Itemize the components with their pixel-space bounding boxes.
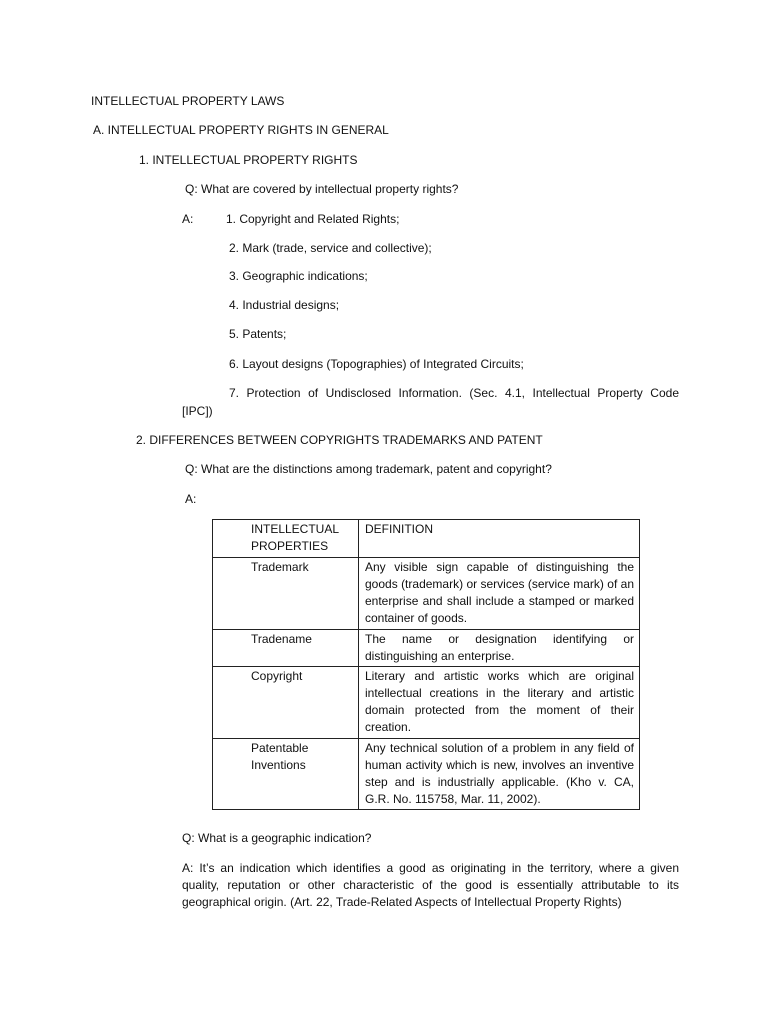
list-item: 7. Protection of Undisclosed Information. (Sec. 4.1, Intellectual Property Code bbox=[229, 386, 679, 400]
column-header: INTELLECTUAL PROPERTIES bbox=[213, 520, 359, 558]
ip-definitions-table bbox=[212, 519, 640, 810]
list-item: 6. Layout designs (Topographies) of Integrated Circuits; bbox=[229, 357, 524, 371]
table-row bbox=[213, 630, 640, 667]
question-geographic-indication: Q: What is a geographic indication? bbox=[182, 831, 372, 845]
list-item: 4. Industrial designs; bbox=[229, 298, 340, 312]
question-distinctions: Q: What are the distinctions among trademark, patent and copyright? bbox=[185, 462, 552, 476]
subsection-2-heading: 2. DIFFERENCES BETWEEN COPYRIGHTS TRADEMARKS AND PATENT bbox=[136, 433, 543, 447]
table-row bbox=[213, 558, 640, 630]
list-item-continuation: [IPC]) bbox=[182, 404, 213, 418]
table-cell-term: Patentable Inventions bbox=[213, 739, 359, 810]
table-cell-definition: Any visible sign capable of distinguishing the goods (trademark) or services (service mark) of an enterprise and shall include a stamped or marked container of goods. bbox=[359, 558, 640, 630]
list-item: 2. Mark (trade, service and collective); bbox=[229, 241, 432, 255]
table-cell-term: Trademark bbox=[213, 558, 359, 630]
question-ip-coverage: Q: What are covered by intellectual property rights? bbox=[185, 182, 459, 196]
table-cell-definition: Any technical solution of a problem in any field of human activity which is new, involves an inventive step and is industrially applicable. (Kho v. CA, G.R. No. 115758, Mar. 11, 2002). bbox=[359, 739, 640, 810]
list-item: 5. Patents; bbox=[229, 327, 287, 341]
subsection-1-heading: 1. INTELLECTUAL PROPERTY RIGHTS bbox=[139, 153, 358, 167]
section-a-heading: A. INTELLECTUAL PROPERTY RIGHTS IN GENERAL bbox=[93, 123, 389, 137]
document-title: INTELLECTUAL PROPERTY LAWS bbox=[91, 94, 285, 108]
list-item: 3. Geographic indications; bbox=[229, 269, 368, 283]
table-cell-definition: Literary and artistic works which are original intellectual creations in the literary and artistic domain protected from the moment of their creation. bbox=[359, 667, 640, 739]
table-row bbox=[213, 667, 640, 739]
answer-label: A: bbox=[185, 492, 197, 506]
list-item: 1. Copyright and Related Rights; bbox=[226, 212, 400, 226]
table-cell-term: Tradename bbox=[213, 630, 359, 667]
answer-label: A: bbox=[182, 212, 194, 226]
table-row bbox=[213, 739, 640, 810]
table-header-row bbox=[213, 520, 640, 558]
column-header: DEFINITION bbox=[359, 520, 640, 558]
table-cell-term: Copyright bbox=[213, 667, 359, 739]
answer-geographic-indication: A: It’s an indication which identifies a good as originating in the territory, where a given quality, reputation or other characteristic of the good is essentially attributable to its geographical origin. (Art. 22, Trade-Related Aspects of Intellectual Property Rights) bbox=[182, 861, 679, 909]
table-cell-definition: The name or designation identifying or distinguishing an enterprise. bbox=[359, 630, 640, 667]
